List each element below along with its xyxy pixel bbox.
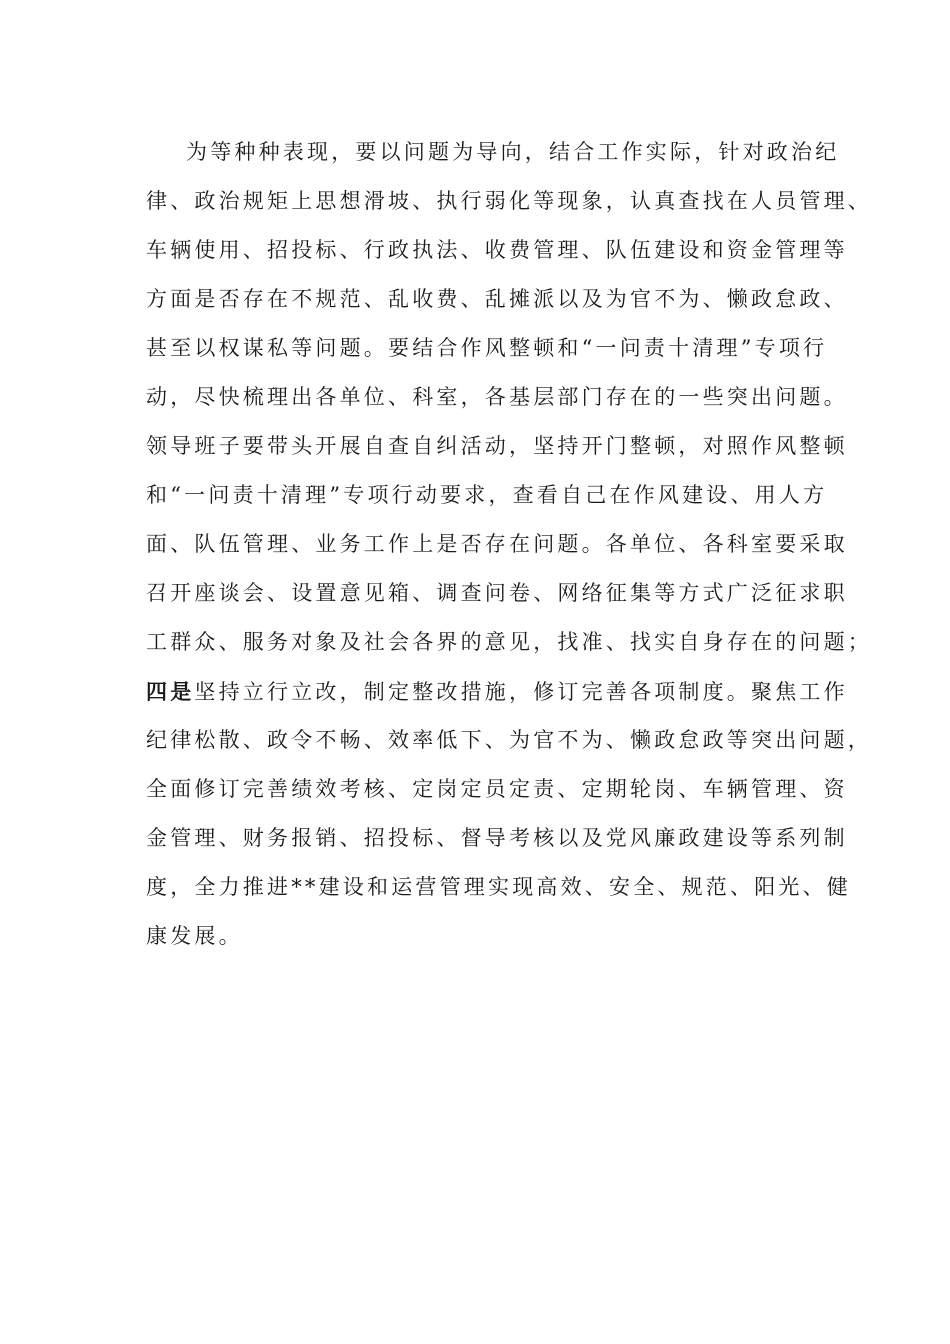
text-line-1: 为等种种表现，要以问题为导向，结合工作实际，针对政治纪 — [186, 140, 840, 164]
text-line-12 — [146, 667, 848, 716]
text-line-2: 律、政治规矩上思想滑坡、执行弱化等现象，认真查找在人员管理、 — [146, 189, 872, 213]
emphasis-label: 四是 — [146, 679, 195, 704]
text-line-15: 金管理、财务报销、招投标、督导考核以及党风廉政建设等系列制 — [146, 826, 848, 850]
text-line-4: 方面是否存在不规范、乱收费、乱摊派以及为官不为、懒政怠政、 — [146, 287, 848, 311]
text-line-5: 甚至以权谋私等问题。要结合作风整顿和“一问责十清理”专项行 — [146, 336, 828, 360]
text-line-17: 康发展。 — [146, 924, 243, 948]
text-line-6: 动，尽快梳理出各单位、科室，各基层部门存在的一些突出问题。 — [146, 385, 848, 409]
text-line-12-rest: 坚持立行立改，制定整改措施，修订完善各项制度。聚焦工作 — [194, 680, 848, 704]
text-line-8: 和“一问责十清理”专项行动要求，查看自己在作风建设、用人方 — [146, 483, 828, 507]
text-line-9: 面、队伍管理、业务工作上是否存在问题。各单位、各科室要采取 — [146, 532, 848, 556]
text-line-11: 工群众、服务对象及社会各界的意见，找准、找实自身存在的问题； — [146, 630, 872, 654]
text-line-10: 召开座谈会、设置意见箱、调查问卷、网络征集等方式广泛征求职 — [146, 581, 848, 605]
text-line-3: 车辆使用、招投标、行政执法、收费管理、队伍建设和资金管理等 — [146, 238, 848, 262]
text-line-14: 全面修订完善绩效考核、定岗定员定责、定期轮岗、车辆管理、资 — [146, 777, 848, 801]
text-line-13: 纪律松散、政令不畅、效率低下、为官不为、懒政怠政等突出问题， — [146, 728, 872, 752]
text-line-7: 领导班子要带头开展自查自纠活动，坚持开门整顿，对照作风整顿 — [146, 434, 848, 458]
text-line-16: 度，全力推进**建设和运营管理实现高效、安全、规范、阳光、健 — [146, 875, 851, 899]
